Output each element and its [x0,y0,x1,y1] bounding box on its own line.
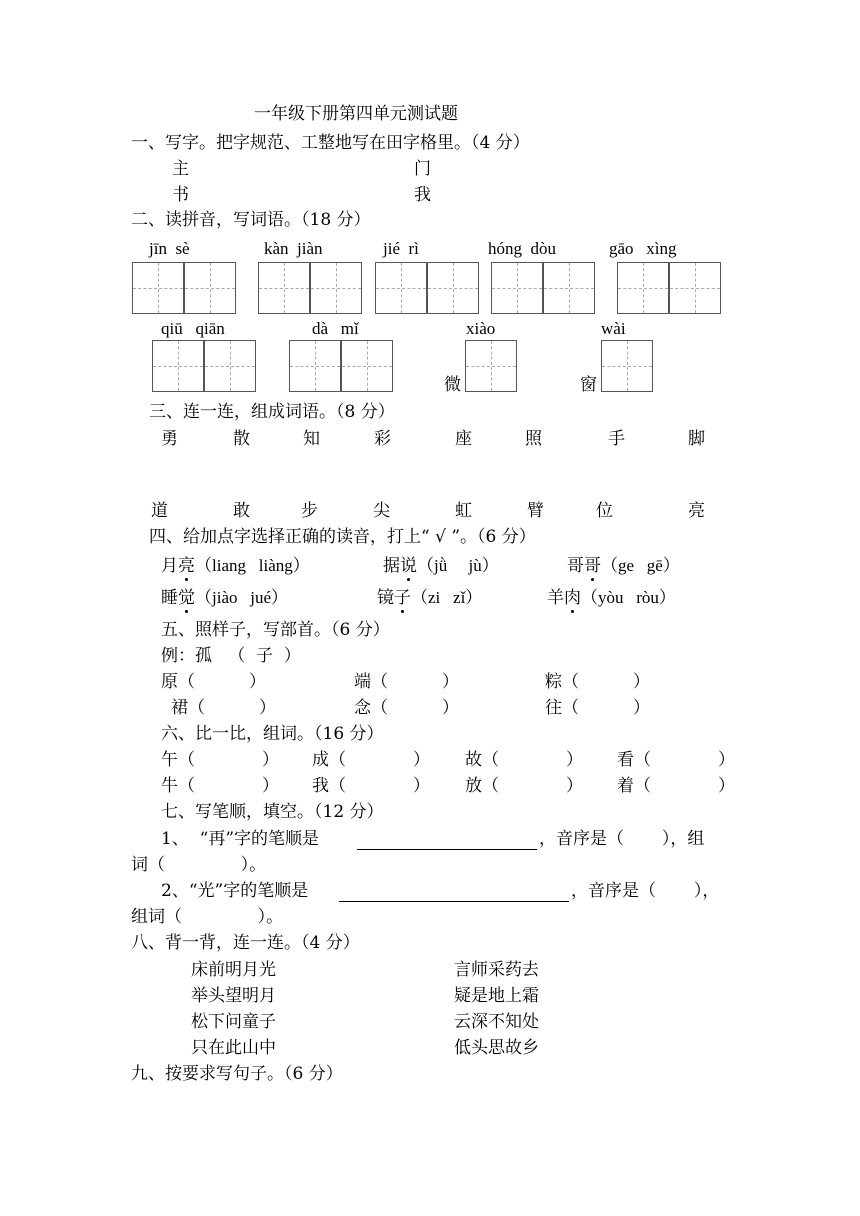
poem-line-left[interactable]: 只在此山中 [191,1038,276,1058]
stroke-q2-word: 组词（ ）。 [131,907,284,927]
match-char-top[interactable]: 知 [303,429,320,449]
section-7-heading: 七、写笔顺，填空。（12 分） [161,802,384,822]
pinyin-options: （yòu ròu） [581,588,676,607]
compare-char[interactable]: 午（ [161,750,195,770]
example-line: 例：孤 （ 子 ） [161,646,301,666]
write-char: 主 [172,159,189,179]
tianzige-cell[interactable] [601,340,653,392]
word-char: 睡 [161,588,178,608]
page-title: 一年级下册第四单元测试题 [254,104,458,124]
dotted-char: 说 [400,556,417,576]
pinyin-label: xiào [466,319,496,338]
pinyin-label: jīn sè [149,239,190,258]
compare-char[interactable]: 成（ [312,750,346,770]
write-char: 门 [414,159,431,179]
word-char: 据 [383,556,400,576]
poem-line-left[interactable]: 松下问童子 [191,1012,276,1032]
word-char: 哥 [567,556,584,576]
pinyin-label: kàn jiàn [264,239,323,258]
tianzige-cell[interactable] [289,340,341,392]
tianzige-cell[interactable] [341,340,393,392]
radical-item[interactable]: 端（ ） [354,672,460,692]
section-6-heading: 六、比一比，组词。（16 分） [161,724,384,744]
section-2-heading: 二、读拼音，写词语。（18 分） [131,210,371,230]
section-1-heading: 一、写字。把字规范、工整地写在田字格里。（4 分） [131,133,530,153]
match-char-bottom[interactable]: 臂 [527,501,544,521]
word-char: 月 [161,556,178,576]
compare-close: ） [566,750,583,770]
compare-char[interactable]: 看（ [617,750,651,770]
dotted-char: 子 [394,588,411,608]
section-3-heading: 三、连一连，组成词语。（8 分） [149,402,395,422]
pronunciation-item[interactable] [567,557,680,575]
compare-close: ） [262,750,279,770]
pronunciation-item[interactable] [377,589,482,607]
tianzige-cell[interactable] [204,340,256,392]
pinyin-options: （ge gē） [601,556,680,575]
poem-line-right[interactable]: 低头思故乡 [454,1038,539,1058]
compare-close: ） [566,776,583,796]
compare-close: ） [718,776,735,796]
pinyin-label: qiū qiān [161,319,225,338]
stroke-q2-tail: ，音序是（ ）， [571,881,720,901]
pinyin-label: jié rì [383,239,419,258]
match-char-top[interactable]: 照 [525,429,542,449]
tianzige-cell[interactable] [152,340,204,392]
tianzige-cell[interactable] [375,262,427,314]
dotted-char: 哥 [584,556,601,576]
pinyin-label: hóng dòu [488,239,556,258]
match-char-bottom[interactable]: 亮 [688,501,705,521]
section-4-heading: 四、给加点字选择正确的读音，打上“ √ ”。（6 分） [149,527,536,547]
radical-item[interactable]: 念（ ） [354,698,460,718]
tianzige-cell[interactable] [427,262,479,314]
match-char-top[interactable]: 脚 [688,429,705,449]
match-char-bottom[interactable]: 位 [596,501,613,521]
radical-item[interactable]: 粽（ ） [545,672,651,692]
pinyin-options: （jǜ jù） [417,556,499,575]
pronunciation-item[interactable] [161,557,310,575]
word-char: 镜 [377,588,394,608]
tianzige-cell[interactable] [491,262,543,314]
match-char-bottom[interactable]: 步 [301,501,318,521]
radical-item[interactable]: 原（ ） [161,672,267,692]
pinyin-options: （zi zǐ） [411,588,483,607]
match-char-top[interactable]: 手 [608,429,625,449]
tianzige-cell[interactable] [310,262,362,314]
poem-line-right[interactable]: 言师采药去 [454,960,539,980]
answer-blank[interactable] [357,849,537,850]
match-char-top[interactable]: 勇 [161,429,178,449]
pinyin-label: wài [601,319,626,338]
compare-close: ） [413,776,430,796]
pronunciation-item[interactable] [547,589,676,607]
pronunciation-item[interactable] [161,589,288,607]
dotted-char: 肉 [564,588,581,608]
section-5-heading: 五、照样子，写部首。（6 分） [161,620,390,640]
match-char-bottom[interactable]: 虹 [455,501,472,521]
compare-char[interactable]: 故（ [465,750,499,770]
answer-blank[interactable] [339,901,569,902]
poem-line-right[interactable]: 疑是地上霜 [454,986,539,1006]
poem-line-left[interactable]: 举头望明月 [191,986,276,1006]
compare-char[interactable]: 放（ [465,776,499,796]
compare-char[interactable]: 牛（ [161,776,195,796]
poem-line-left[interactable]: 床前明月光 [191,960,276,980]
tianzige-cell[interactable] [132,262,184,314]
radical-item[interactable]: 裙（ ） [171,698,277,718]
match-char-top[interactable]: 散 [233,429,250,449]
tianzige-cell[interactable] [617,262,669,314]
tianzige-cell[interactable] [465,340,517,392]
match-char-bottom[interactable]: 敢 [233,501,250,521]
match-char-bottom[interactable]: 道 [151,501,168,521]
section-9-heading: 九、按要求写句子。（6 分） [131,1064,343,1084]
stroke-q1-tail: ，音序是（ ），组 [539,829,705,849]
tianzige-cell[interactable] [258,262,310,314]
section-8-heading: 八、背一背，连一连。（4 分） [131,933,360,953]
pinyin-label: dà mǐ [312,319,359,338]
write-char: 书 [172,185,189,205]
poem-line-right[interactable]: 云深不知处 [454,1012,539,1032]
radical-item[interactable]: 往（ ） [545,698,651,718]
compare-close: ） [413,750,430,770]
word-prefix: 窗 [580,375,597,395]
tianzige-cell[interactable] [543,262,595,314]
pinyin-options: （jiào jué） [195,588,289,607]
compare-close: ） [718,750,735,770]
match-char-bottom[interactable]: 尖 [373,501,390,521]
compare-char[interactable]: 着（ [617,776,651,796]
tianzige-cell[interactable] [184,262,236,314]
match-char-top[interactable]: 座 [455,429,472,449]
tianzige-cell[interactable] [669,262,721,314]
pronunciation-item[interactable] [383,557,499,575]
write-char: 我 [414,185,431,205]
stroke-q1-word: 词（ ）。 [131,855,267,875]
compare-char[interactable]: 我（ [312,776,346,796]
dotted-char: 亮 [178,556,195,576]
pinyin-label: gāo xìng [609,239,677,258]
word-prefix: 微 [444,375,461,395]
stroke-q1-label: 1、 “再”字的笔顺是 [161,829,320,849]
pinyin-options: （liang liàng） [195,556,310,575]
dotted-char: 觉 [178,588,195,608]
word-char: 羊 [547,588,564,608]
compare-close: ） [262,776,279,796]
stroke-q2-label: 2、“光”字的笔顺是 [161,881,309,901]
match-char-top[interactable]: 彩 [374,429,391,449]
